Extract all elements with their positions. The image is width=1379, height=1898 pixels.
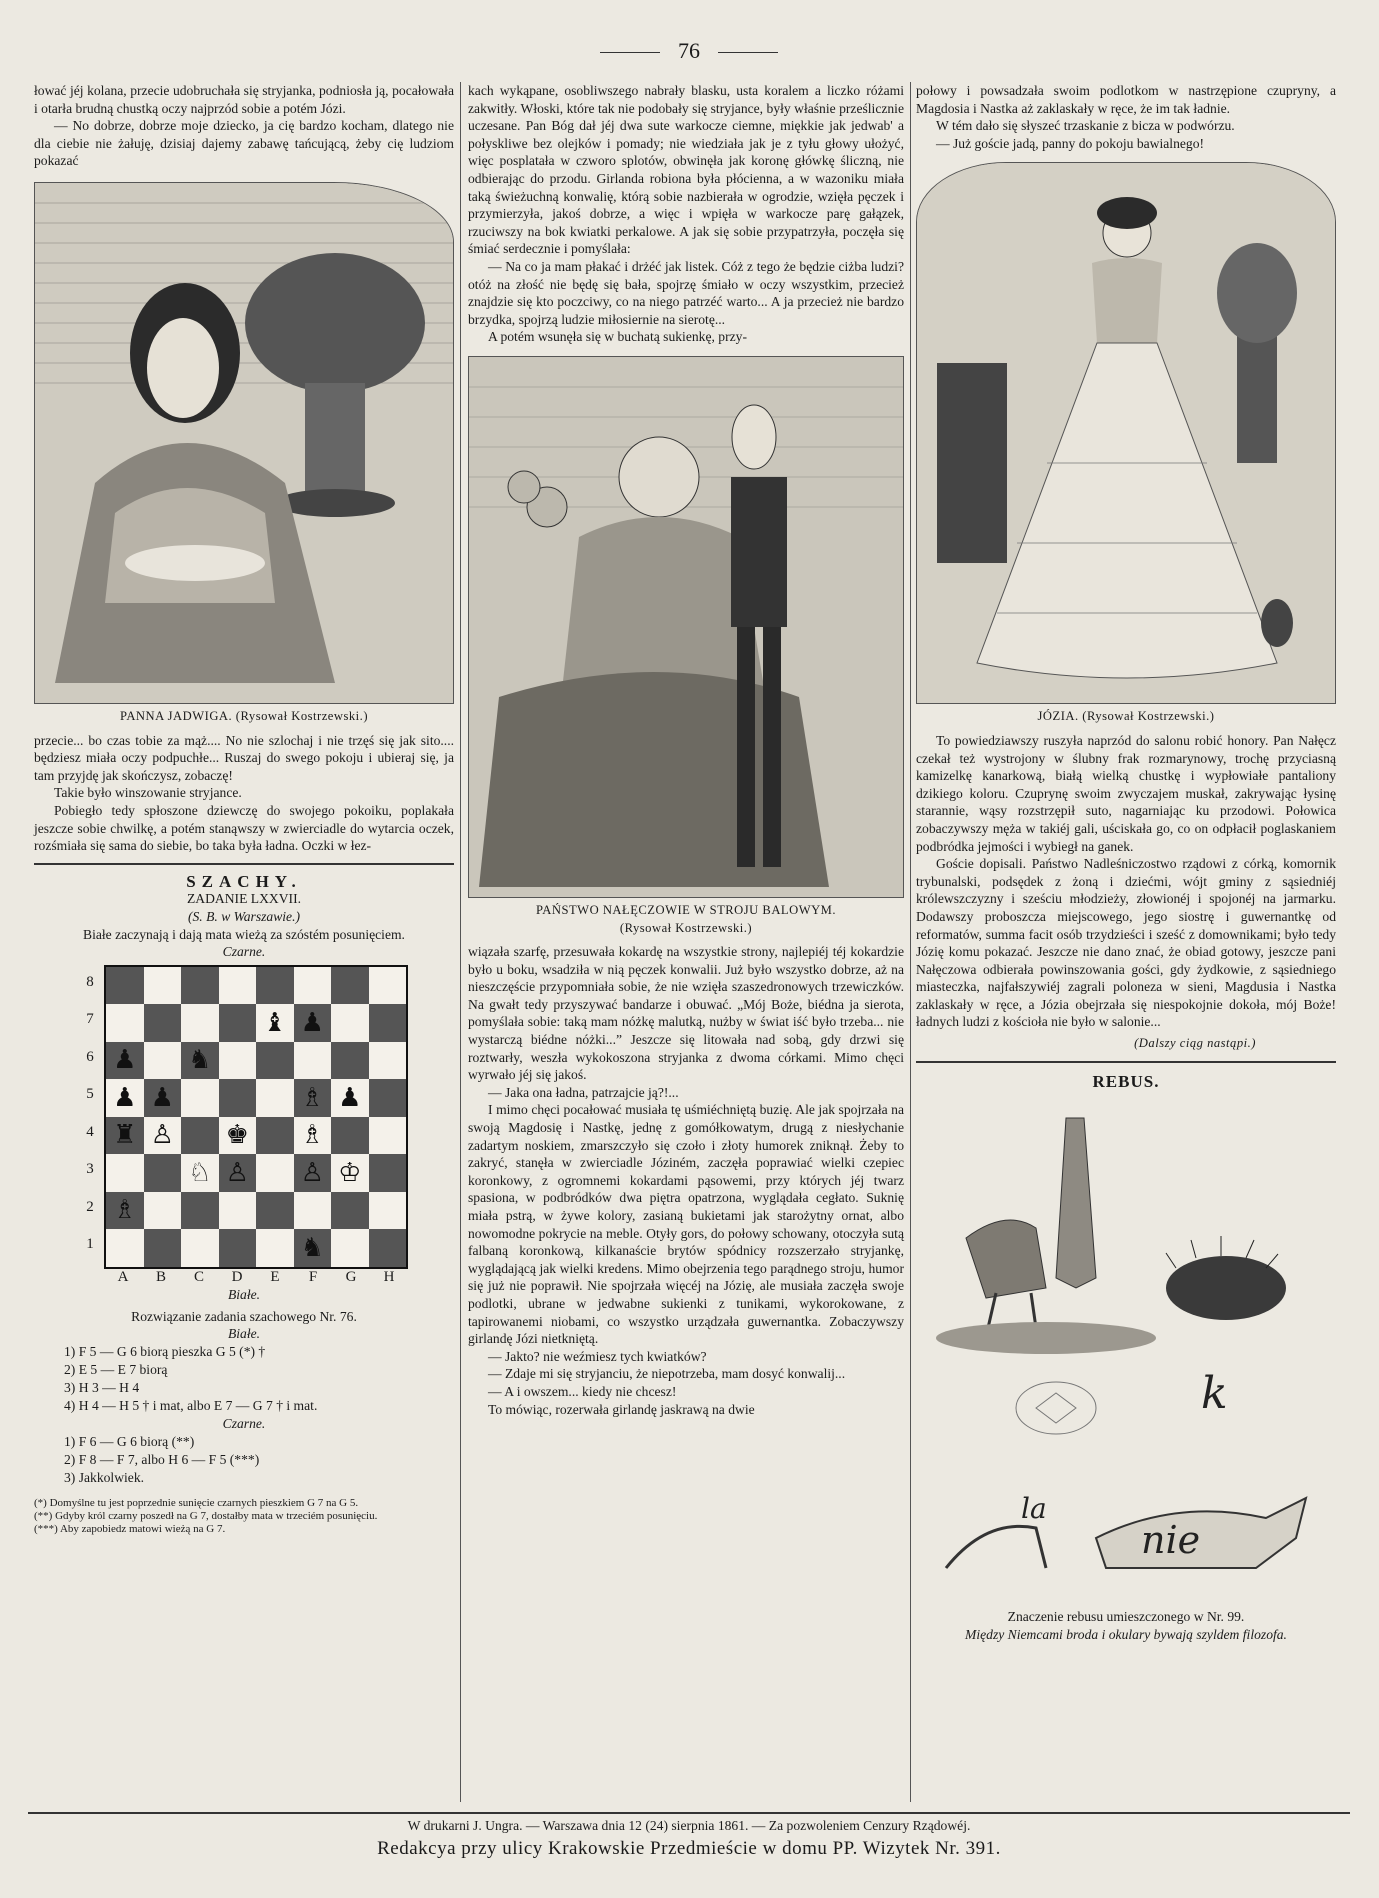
board-square (331, 967, 369, 1005)
white-label: Białe. (227, 1287, 261, 1303)
chess-author: (S. B. w Warszawie.) (187, 908, 301, 924)
board-square (106, 1042, 144, 1080)
board-square (294, 1004, 332, 1042)
page-header (28, 38, 1350, 64)
chess-title: SZACHY. (186, 871, 302, 891)
rebus-letter-k: k (1201, 1368, 1228, 1420)
file-label: E (270, 1268, 280, 1285)
chess-piece-icon: ♟ (113, 1082, 137, 1113)
board-square (144, 1154, 182, 1192)
illustration-jozia (916, 162, 1336, 704)
board-square (181, 1004, 219, 1042)
column-divider-2 (910, 82, 911, 1802)
board-square (331, 1004, 369, 1042)
chess-piece-icon: ♟ (113, 1045, 137, 1076)
board-square (256, 1154, 294, 1192)
board-square (369, 967, 407, 1005)
chess-piece-icon: ♗ (300, 1082, 324, 1113)
paragraph: — Zdaje mi się stryjanciu, że niepotrzeba, mam dosyć konwalij... (488, 1366, 846, 1382)
column-divider-1 (460, 82, 461, 1802)
board-square (256, 1004, 294, 1042)
engraving-girl-ballgown (917, 163, 1336, 703)
board-square (106, 1117, 144, 1155)
rebus-solution-title: Znaczenie rebusu umieszczonego w Nr. 99. (1007, 1609, 1245, 1625)
board-square (294, 1042, 332, 1080)
note: (**) Gdyby król czarny poszedł na G 7, dostałby mata w trzeciém posunięciu. (34, 1509, 378, 1522)
file-label: A (117, 1268, 129, 1285)
move: 1) F 6 — G 6 biorą (**) (64, 1433, 195, 1449)
paragraph: W tém dało się słyszeć trzaskanie z bicza w podwórzu. (936, 118, 1235, 134)
file-label: D (231, 1268, 243, 1285)
paragraph: — Na co ja mam płakać i drżéć jak listek. Cóż z tego że będzie ciżba ludzi? otóż na złość nie będę się bała, spojrzę śmiało w oczy wszystkim, przecież znajdzie się kto poczciwy, co na niego patrzéć warto... A ja przecież nie bardzo brzydka, spojrzą ludzie miłosiernie na sierotę... (468, 258, 904, 327)
board-square (181, 1117, 219, 1155)
board-square (331, 1229, 369, 1267)
board-square (144, 1229, 182, 1267)
page-number: 76 (678, 38, 700, 63)
illustration-panna-jadwiga (34, 182, 454, 704)
paragraph: — Już goście jadą, panny do pokoju bawialnego! (936, 135, 1205, 151)
rebus-solution-text: Między Niemcami broda i okulary bywają szyldem filozofa. (965, 1626, 1287, 1642)
chess-description: Białe zaczynają i dają mata wieżą za szóstém posunięciem. (83, 926, 405, 942)
board-square (294, 967, 332, 1005)
figure-caption: JÓZIA. (Rysował Kostrzewski.) (1037, 709, 1215, 724)
board-square (369, 1042, 407, 1080)
chess-piece-icon: ♞ (300, 1232, 324, 1263)
board-square (369, 1229, 407, 1267)
board-square (331, 1042, 369, 1080)
board-square (106, 1192, 144, 1230)
engraving-woman-seated (35, 183, 454, 703)
chess-piece-icon: ♗ (113, 1195, 137, 1226)
paragraph: połowy i powsadzała swoim podlotkom w nastrzępione czupryny, a Magdosia i Nastka aż zaklaskały w ręce, że im tak ładnie. (916, 83, 1336, 116)
chess-piece-icon: ♟ (338, 1082, 362, 1113)
board-square (219, 967, 257, 1005)
black-label: Czarne. (222, 944, 266, 960)
chess-piece-icon: ♔ (338, 1157, 362, 1188)
figure-caption-credit: (Rysował Kostrzewski.) (619, 920, 753, 935)
paragraph: To mówiąc, rozerwała girlandę jaskrawą na dwie (488, 1401, 755, 1417)
rebus-picture (926, 1098, 1326, 1608)
note: (***) Aby zapobiedz matowi wieżą na G 7. (34, 1522, 226, 1535)
board-square (219, 1117, 257, 1155)
board-square (144, 1192, 182, 1230)
rebus-word-nie: nie (1141, 1518, 1201, 1563)
column-3 (916, 82, 1336, 1643)
rank-label: 7 (86, 1011, 94, 1028)
rank-label: 1 (86, 1236, 94, 1253)
move: 3) H 3 — H 4 (64, 1380, 140, 1396)
move: 3) Jakkolwiek. (64, 1469, 145, 1485)
chess-piece-icon: ♙ (225, 1157, 249, 1188)
paragraph: Goście dopisali. Państwo Nadleśniczostwo rządowi z córką, komornik trybunalski, podsędek z żoną i dziećmi, wójt gminy z sąsiedniéj królewszczyzny i sześciu młodzieży, złowionéj i spojonéj na jarmarku. Dodawszy proboszcza miejscowego, jego siostrę i guwernantkę od reformatów, summa facit osób trzydzieści i sześć z domownikami; było tedy Józię komu pokazać. Jeszcze nie dano znać, że obiad gotowy, jeszcze pani Nałęczowa odbierała powinszowania gości, gdy żydkowie, z sąsiedniego miasteczka, najfałszywiéj zagrali poloneza w sieni, Magdusia i Nastka zaklaskały w ręce, a Józia obejrzała się niespokojnie dokoła, mój Boże! ładnych ludzi z kościoła nie było w salonie... (916, 856, 1336, 1030)
paragraph: wiązała szarfę, przesuwała kokardę na wszystkie strony, najlepiéj téj kokardzie było u boku, wsadziła w nią pęczek konwalii. Już było wszystko dobrze, aż na nieszczęście przypomniała sobie, że nie wzięła szaszedronowych trzewiczków. Na gwałt tedy przyszywać bandarze i obuwać. „Mój Boże, biédna ja sierota, pomyślała sobie: taką mam nóżkę malutką, nużby w świat iść było trzeba... nie wystarczą biédne nóżki...” Jeszcze się litowała nad sobą, gdy drzwi się roztwarły, weszła wykokoszona stryjanka z dwoma córkami. Mimo chęci wyrwało jéj się jakoś. (468, 944, 904, 1083)
black-moves (34, 1433, 454, 1487)
board-square (106, 1079, 144, 1117)
rebus-title: REBUS. (1092, 1071, 1160, 1091)
note: (*) Domyślne tu jest poprzednie sunięcie czarnych pieszkiem G 7 na G 5. (34, 1496, 359, 1509)
file-label: G (345, 1268, 357, 1285)
board-square (256, 1042, 294, 1080)
editorial-address: Redakcya przy ulicy Krakowskie Przedmieście w domu PP. Wizytek Nr. 391. (377, 1838, 1001, 1859)
board-square (256, 1192, 294, 1230)
board-square (144, 1117, 182, 1155)
section-rule (34, 863, 454, 865)
rank-label: 3 (86, 1161, 94, 1178)
file-label: C (193, 1268, 204, 1285)
chess-piece-icon: ♟ (300, 1007, 324, 1038)
chess-piece-icon: ♚ (225, 1120, 249, 1151)
board-square (294, 1154, 332, 1192)
move: 4) H 4 — H 5 † i mat, albo E 7 — G 7 † i mat. (64, 1398, 318, 1414)
paragraph: — A i owszem... kiedy nie chcesz! (488, 1383, 677, 1399)
board-square (294, 1229, 332, 1267)
board-square (369, 1079, 407, 1117)
chess-piece-icon: ♙ (150, 1120, 174, 1151)
move: 2) E 5 — E 7 biorą (64, 1362, 168, 1378)
chess-piece-icon: ♘ (188, 1157, 212, 1188)
move: 2) F 8 — F 7, albo H 6 — F 5 (***) (64, 1451, 260, 1467)
chess-piece-icon: ♙ (300, 1157, 324, 1188)
engraving-couple-ballroom (469, 357, 904, 897)
board-square (106, 967, 144, 1005)
board-square (181, 1229, 219, 1267)
move: 1) F 5 — G 6 biorą pieszka G 5 (*) † (64, 1344, 266, 1360)
chess-diagram (74, 965, 414, 1287)
chess-board (104, 965, 408, 1269)
rank-label: 2 (86, 1198, 94, 1215)
rank-label: 8 (86, 973, 94, 990)
paragraph: przecie... bo czas tobie za mąż.... No nie szlochaj i nie trzęś się jak sito.... będziesz miała oczy podpuchłe... Ruszaj do swego pokoju i ubieraj się, ja tam przyjdę jak skończysz, zobaczę! (34, 732, 454, 783)
board-square (219, 1042, 257, 1080)
board-square (144, 967, 182, 1005)
rebus-drawing (926, 1098, 1326, 1608)
board-square (331, 1154, 369, 1192)
chess-piece-icon: ♟ (150, 1082, 174, 1113)
board-square (181, 1079, 219, 1117)
column-1 (34, 82, 454, 1536)
file-labels (104, 1269, 408, 1287)
board-square (144, 1079, 182, 1117)
header-rule-left (600, 52, 660, 53)
board-square (256, 967, 294, 1005)
paragraph: A potém wsunęła się w buchatą sukienkę, przy- (488, 329, 747, 345)
board-square (219, 1004, 257, 1042)
board-square (219, 1192, 257, 1230)
board-square (294, 1192, 332, 1230)
board-square (219, 1154, 257, 1192)
board-square (294, 1117, 332, 1155)
chess-piece-icon: ♗ (300, 1120, 324, 1151)
board-square (144, 1042, 182, 1080)
newspaper-page (28, 30, 1350, 1886)
paragraph: — Jaka ona ładna, patrzajcie ją?!... (488, 1084, 679, 1100)
board-square (181, 1192, 219, 1230)
chess-notes (34, 1497, 454, 1536)
file-label: B (155, 1268, 166, 1285)
rank-label: 4 (86, 1123, 94, 1140)
board-square (181, 1042, 219, 1080)
board-square (331, 1192, 369, 1230)
board-square (256, 1117, 294, 1155)
paragraph: I mimo chęci pocałować musiała tę uśmiéchniętą buzię. Ale jak spojrzała na swoją Magdosię i Nastkę, jednę z gomółkowatym, drugą z niesłychanie zadartym noskiem, zmarszczyło się czoło i złoty humorek zniknął. Żeby to zakryć, stanęła w zwierciadle Józiném, zaczęła poprawiać wielki czepiec koronkowy, z ogromnemi kokardami pąsowemi, przy których jéj twarz spasiona, w podbródków dwa piętra opatrzona, wyglądała cegłato. Suknię miała pstrą, w żywe kolory, zasianą bukietami jak starożytny ornat, albo nowomodne pokrycie na meble. Otyły gors, do połowy schowany, otoczyła sutą falbaną koronkową, kilkanaście brytów spódnicy rozszerzało stryjankę, wyglądającą jak wielki kredens. Mimo obejrzenia tego parądnego stroju, humor się już nie poprawił. Nie spojrzała więcéj na Józię, ale musiała zaczęła swoje podlotki, ubrane w jedwabne sukienki z tunikami, wykorokowane, z tapirowanemi niobami, co wszystko urządzała guwernantka. Zobaczywszy girlandę Józi nietkniętą. (468, 1102, 904, 1347)
column-2 (468, 82, 904, 1418)
solution-white-label: Białe. (227, 1326, 261, 1342)
rank-label: 6 (86, 1048, 94, 1065)
continued-note: (Dalszy ciąg nastąpi.) (1134, 1036, 1256, 1051)
rebus-syllable-la: la (1021, 1492, 1047, 1526)
paragraph: — Jakto? nie weźmiesz tych kwiatków? (488, 1348, 707, 1364)
imprint-line: W drukarni J. Ungra. — Warszawa dnia 12 (24) sierpnia 1861. — Za pozwoleniem Cenzury Rządowéj. (28, 1812, 1350, 1834)
board-square (219, 1079, 257, 1117)
board-square (294, 1079, 332, 1117)
paragraph: — No dobrze, dobrze moje dziecko, ja cię bardzo kocham, dlatego nie dla ciebie nie żałuję, dzisiaj dajemy zabawę tańcującą, żeby cię ludziom pokazać (34, 118, 454, 169)
board-square (331, 1079, 369, 1117)
paragraph: łować jéj kolana, przecie udobruchała się stryjanka, podniosła ją, pocałowała i otarła brudną chustką oczy najprzód sobie a potém Józi. (34, 83, 454, 116)
header-rule-right (718, 52, 778, 53)
file-label: F (308, 1268, 318, 1285)
figure-caption: PANNA JADWIGA. (Rysował Kostrzewski.) (119, 708, 369, 723)
board-square (106, 1154, 144, 1192)
board-square (369, 1192, 407, 1230)
board-square (106, 1004, 144, 1042)
figure-caption: PAŃSTWO NAŁĘCZOWIE W STROJU BALOWYM. (535, 902, 837, 917)
board-square (219, 1229, 257, 1267)
board-square (331, 1117, 369, 1155)
board-square (181, 967, 219, 1005)
board-square (106, 1229, 144, 1267)
white-moves (34, 1343, 454, 1415)
board-square (256, 1079, 294, 1117)
paragraph: Takie było winszowanie stryjance. (54, 785, 242, 801)
board-square (181, 1154, 219, 1192)
board-square (256, 1229, 294, 1267)
chess-piece-icon: ♜ (113, 1120, 137, 1151)
solution-title: Rozwiązanie zadania szachowego Nr. 76. (131, 1308, 357, 1324)
illustration-nalecz-couple (468, 356, 904, 898)
chess-problem-number: ZADANIE LXXVII. (186, 891, 301, 907)
file-label: H (383, 1268, 395, 1285)
chess-piece-icon: ♝ (263, 1007, 287, 1038)
board-square (369, 1154, 407, 1192)
board-square (144, 1004, 182, 1042)
paragraph: To powiedziawszy ruszyła naprzód do salonu robić honory. Pan Nałęcz czekał też wystrojony w ślubny frak rozmarynowy, trochę przyciasną kamizelkę kanarkową, białą wielką chustkę i wypłowiałe pantaliony dzikiego koloru. Czuprynę swoim zwyczajem muskał, zakrywając łysinę starannie, wąsy rozstrzępił suto, nagarniając ku przodowi. Połowica zobaczywszy męża w takiéj gali, uściskała go, co on odpłacił poglaskaniem podbródka jejmości i wybiegł na ganek. (916, 732, 1336, 854)
chess-piece-icon: ♞ (188, 1045, 212, 1076)
solution-black-label: Czarne. (222, 1416, 266, 1432)
section-rule (916, 1061, 1336, 1063)
board-square (369, 1004, 407, 1042)
paragraph: Pobiegło tedy spłoszone dziewczę do swojego pokoiku, poplakała jeszcze sobie chwilkę, a potém stanąwszy w zwierciadle do wytarcia oczek, rozśmiała się sama do siebie, bo taka była ładna. Oczki w łez- (34, 802, 454, 854)
board-square (369, 1117, 407, 1155)
paragraph: kach wykąpane, osobliwszego nabrały blasku, usta koralem a liczko różami zakwitły. Włoski, które tak nie podobały się stryjance, były właśnie prześlicznie uczesane. Pan Bóg dał jéj dwa sute warkocze ciemne, miękkie jak jedwab' a połyskliwe bez olejków i pomady; nie wiedziała jak je z tyłu głowy ułożyć, więc posplatała w czworo splotów, obwinęła jak koronę główkę śliczną, nie odbierając do przodu. Girlanda robiona była płócienna, a w wazoniku miała taką świeżuchną konwalię, którą sobie nazbierała w ogrodzie, wzięła pęczek i przymierzyła, jakoś dobrze, a więc i wpięła w warkocze parę gałązek, rzuciwszy na bok kwiatki perkalowe. A jak się sobie przypatrzyła, poczęła się śmiać serdecznie i pomyślała: (468, 83, 904, 257)
rank-label: 5 (86, 1086, 94, 1103)
